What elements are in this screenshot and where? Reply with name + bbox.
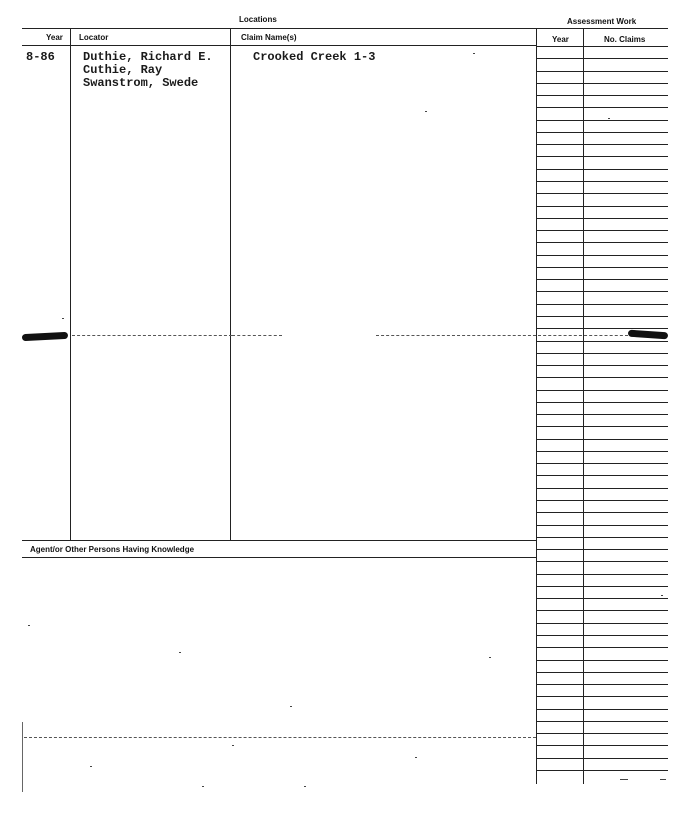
assessment-row-line xyxy=(537,58,668,59)
fold-line xyxy=(232,335,282,336)
assessment-row-line xyxy=(537,758,668,759)
assessment-row-line xyxy=(537,206,668,207)
claim-name: Crooked Creek 1-3 xyxy=(253,50,376,64)
assessment-row-line xyxy=(537,721,668,722)
year-locator-divider xyxy=(70,28,71,540)
assessment-row-line xyxy=(537,144,668,145)
scan-speck xyxy=(202,786,204,787)
assessment-row-line xyxy=(537,660,668,661)
assessment-row-line xyxy=(537,390,668,391)
assessment-row-line xyxy=(537,488,668,489)
scan-speck xyxy=(415,757,417,758)
scan-speck xyxy=(179,652,181,653)
assessment-row-line xyxy=(537,132,668,133)
scan-speck xyxy=(620,779,628,780)
no-claims-column-header: No. Claims xyxy=(604,35,646,44)
assessment-row-line xyxy=(537,635,668,636)
assessment-row-line xyxy=(537,95,668,96)
locator-name: Cuthie, Ray xyxy=(83,63,163,77)
assessment-work-group-header: Assessment Work xyxy=(567,17,637,26)
assessment-row-line xyxy=(537,156,668,157)
assessment-row-line xyxy=(537,218,668,219)
locations-group-header: Locations xyxy=(239,15,277,24)
assessment-row-line xyxy=(537,672,668,673)
assessment-row-line xyxy=(537,623,668,624)
locator-column-header: Locator xyxy=(79,33,109,42)
assessment-row-line xyxy=(537,267,668,268)
header-bottom-rule xyxy=(22,45,537,46)
claim-names-column-header: Claim Name(s) xyxy=(241,33,297,42)
year-column-header: Year xyxy=(46,33,63,42)
assessment-row-line xyxy=(537,365,668,366)
assessment-row-line xyxy=(537,537,668,538)
assessment-row-line xyxy=(537,414,668,415)
assessment-row-line xyxy=(537,684,668,685)
scan-speck xyxy=(661,595,663,596)
scan-speck xyxy=(473,53,475,54)
assessment-row-line xyxy=(537,169,668,170)
assessment-year-divider xyxy=(583,28,584,784)
assessment-row-line xyxy=(537,255,668,256)
scan-speck xyxy=(660,779,666,780)
assessment-row-line xyxy=(537,561,668,562)
assessment-row-line xyxy=(537,377,668,378)
agent-section-top-rule xyxy=(22,540,537,541)
claim-assessment-divider xyxy=(536,28,537,784)
assessment-row-line xyxy=(537,46,668,47)
assessment-row-line xyxy=(537,475,668,476)
locator-claim-divider xyxy=(230,28,231,540)
assessment-row-line xyxy=(537,193,668,194)
binding-marker-right xyxy=(628,330,668,340)
assessment-row-line xyxy=(537,402,668,403)
assessment-row-line xyxy=(537,304,668,305)
assessment-row-line xyxy=(537,463,668,464)
assessment-row-line xyxy=(537,439,668,440)
assessment-row-line xyxy=(537,549,668,550)
assessment-row-line xyxy=(537,647,668,648)
assessment-row-line xyxy=(537,242,668,243)
locator-name: Swanstrom, Swede xyxy=(83,76,199,90)
assessment-row-line xyxy=(537,525,668,526)
assessment-row-line xyxy=(537,291,668,292)
assessment-row-line xyxy=(537,120,668,121)
fold-line xyxy=(72,335,232,336)
assessment-row-line xyxy=(537,745,668,746)
assessment-row-line xyxy=(537,696,668,697)
assessment-row-line xyxy=(537,328,668,329)
scan-speck xyxy=(90,766,92,767)
scan-speck xyxy=(608,118,610,119)
assessment-row-line xyxy=(537,770,668,771)
agent-section-label: Agent/or Other Persons Having Knowledge xyxy=(30,545,195,554)
scan-speck xyxy=(62,318,64,319)
scan-speck xyxy=(28,625,30,626)
assessment-year-column-header: Year xyxy=(552,35,569,44)
fold-line xyxy=(538,335,628,336)
assessment-row-line xyxy=(537,574,668,575)
assessment-row-line xyxy=(537,426,668,427)
fold-line xyxy=(376,335,536,336)
assessment-row-line xyxy=(537,230,668,231)
agent-section-header-rule xyxy=(22,557,537,558)
assessment-row-line xyxy=(537,353,668,354)
entry-year: 8-86 xyxy=(26,50,55,64)
assessment-row-line xyxy=(537,451,668,452)
assessment-row-line xyxy=(537,83,668,84)
scan-speck xyxy=(425,111,427,112)
lower-fold-line xyxy=(24,737,536,738)
scan-speck xyxy=(290,706,292,707)
assessment-row-line xyxy=(537,107,668,108)
assessment-row-line xyxy=(537,610,668,611)
scan-speck xyxy=(304,786,306,787)
assessment-row-line xyxy=(537,279,668,280)
locator-name: Duthie, Richard E. xyxy=(83,50,213,64)
assessment-row-line xyxy=(537,71,668,72)
left-edge-mark xyxy=(22,722,23,792)
binding-marker-left xyxy=(22,332,68,341)
assessment-row-line xyxy=(537,181,668,182)
assessment-row-line xyxy=(537,341,668,342)
header-top-rule xyxy=(22,28,668,29)
assessment-row-line xyxy=(537,316,668,317)
scan-speck xyxy=(489,657,491,658)
assessment-row-line xyxy=(537,733,668,734)
assessment-row-line xyxy=(537,598,668,599)
assessment-row-line xyxy=(537,500,668,501)
assessment-row-line xyxy=(537,709,668,710)
scan-speck xyxy=(232,745,234,746)
assessment-row-line xyxy=(537,586,668,587)
assessment-row-line xyxy=(537,512,668,513)
